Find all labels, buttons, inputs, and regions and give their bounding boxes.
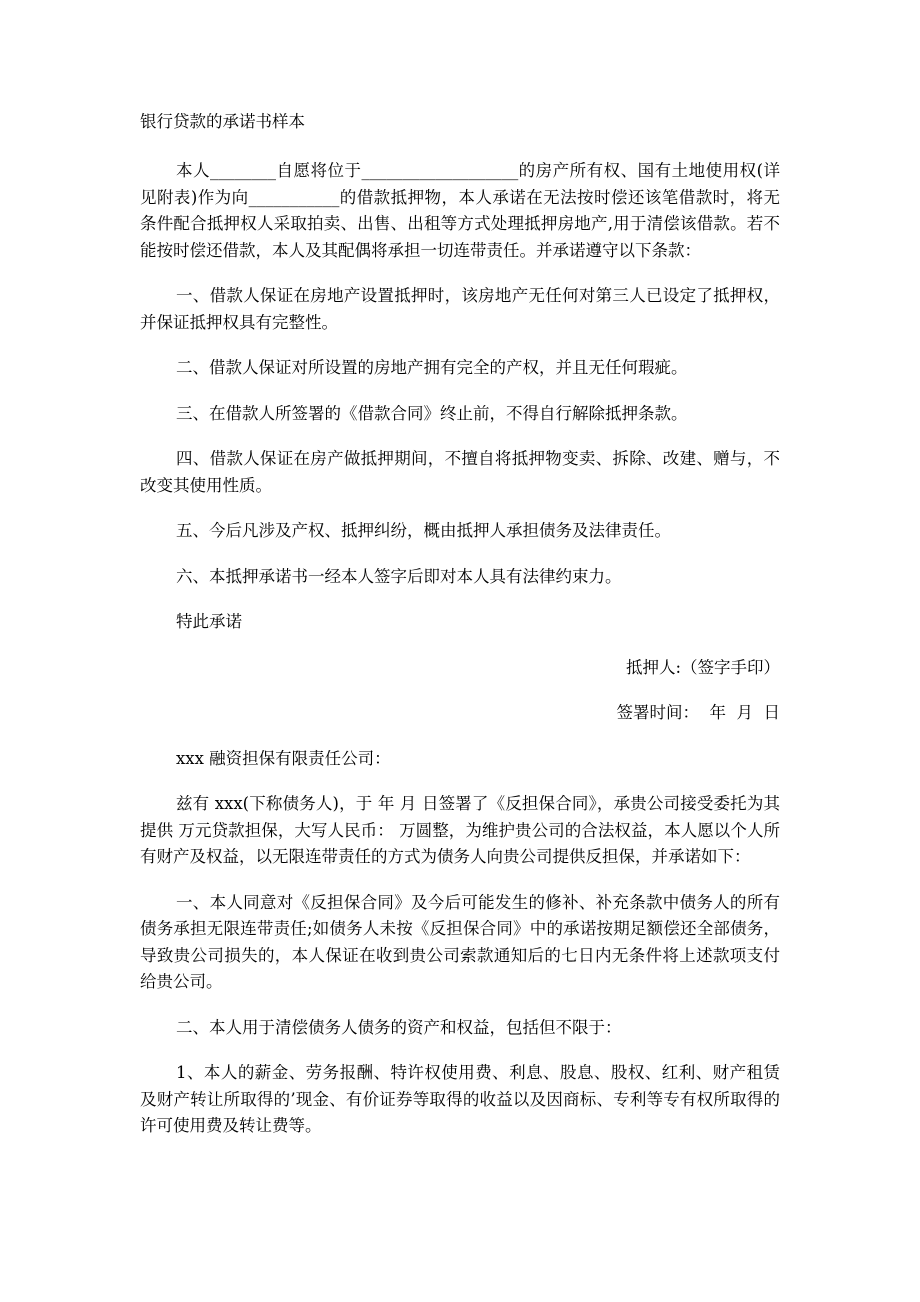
clause-2-paragraph: 二、借款人保证对所设置的房地产拥有完全的产权，并且无任何瑕疵。 — [176, 358, 688, 377]
document-page — [140, 109, 780, 1159]
letter-clause-1-paragraph: 一、本人同意对《反担保合同》及今后可能发生的修补、补充条款中债务人的所有债务承担无限连带责任;如债务人未按《反担保合同》中的承诺按期足额偿还全部债务，导致贵公司损失的，本人保证在收到贵公司索款通知后的七日内无条件将上述款项支付给贵公司。 — [140, 892, 780, 991]
letter-addressee: xxx 融资担保有限责任公司： — [176, 748, 391, 768]
clause-1-paragraph: 一、借款人保证在房地产设置抵押时，该房地产无任何对第三人已设定了抵押权，并保证抵押权具有完整性。 — [140, 286, 780, 332]
clause-3-paragraph: 三、在借款人所签署的《借款合同》终止前，不得自行解除抵押条款。 — [176, 403, 688, 423]
clause-4-paragraph: 四、借款人保证在房产做抵押期间，不擅自将抵押物变卖、拆除、改建、赠与，不改变其使用性质。 — [140, 449, 780, 495]
clause-5-paragraph: 五、今后凡涉及产权、抵押纠纷，概由抵押人承担债务及法律责任。 — [176, 521, 671, 540]
closing-statement: 特此承诺 — [176, 612, 242, 631]
signing-date-line: 签署时间： 年 月 日 — [616, 703, 780, 722]
letter-item-1-paragraph: 1、本人的薪金、劳务报酬、特许权使用费、利息、股息、股权、红利、财产租赁及财产转让所取得的’现金、有价证券等取得的收益以及因商标、专利等专有权所取得的许可使用费及转让费等。 — [140, 1063, 780, 1135]
letter-intro-paragraph: 兹有 xxx(下称债务人)，于 年 月 日签署了《反担保合同》，承贵公司接受委托为其提供 万元贷款担保，大写人民币： 万圆整，为维护贵公司的合法权益，本人愿以个人所有财产及权益，以无限连带责任的方式为债务人向贵公司提供反担保，并承诺如下： — [140, 794, 780, 866]
clause-6-paragraph: 六、本抵押承诺书一经本人签字后即对本人具有法律约束力。 — [176, 566, 622, 586]
letter-clause-2-paragraph: 二、本人用于清偿债务人债务的资产和权益，包括但不限于： — [176, 1017, 622, 1037]
pledgor-signature-line: 抵押人:（签字手印） — [625, 657, 780, 677]
document-title: 银行贷款的承诺书样本 — [140, 112, 305, 131]
opening-paragraph: 本人________自愿将位于___________________的房产所有权、国有土地使用权(详见附表)作为向___________的借款抵押物，本人承诺在无法按时偿还该笔借款时，将无条件配合抵押权人采取拍卖、出售、出租等方式处理抵押房地产,用于清偿该借款。若不能按时偿还借款，本人及其配偶将承担一切连带责任。并承诺遵守以下条款： — [140, 161, 780, 260]
